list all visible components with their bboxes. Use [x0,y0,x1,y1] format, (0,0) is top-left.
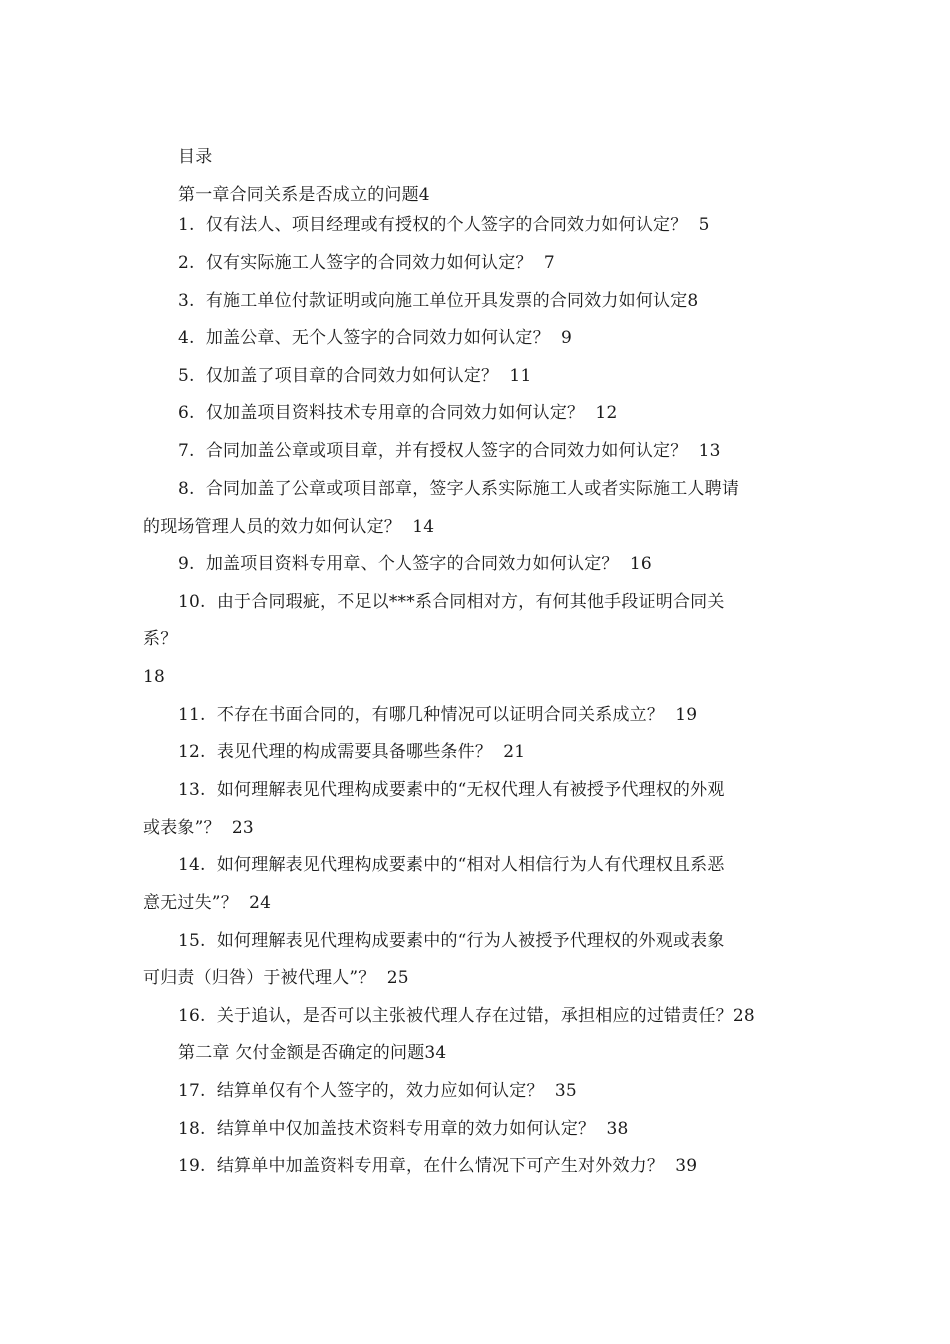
toc-entry-13-line-2: 或表象”？ 23 [143,818,254,838]
toc-entry-14-line-1: 14. 如何理解表见代理构成要素中的“相对人相信行为人有代理权且系恶 [178,855,725,875]
toc-entry-2: 2. 仅有实际施工人签字的合同效力如何认定？ 7 [178,253,555,273]
toc-entry-16: 16. 关于追认，是否可以主张被代理人存在过错，承担相应的过错责任？28 [178,1006,755,1026]
toc-title: 目录 [178,147,213,167]
toc-entry-7: 7. 合同加盖公章或项目章，并有授权人签字的合同效力如何认定？ 13 [178,441,721,461]
toc-entry-15-line-2: 可归责（归咎）于被代理人”？ 25 [143,968,409,988]
toc-entry-1: 1. 仅有法人、项目经理或有授权的个人签字的合同效力如何认定？ 5 [178,215,710,235]
toc-entry-18: 18. 结算单中仅加盖技术资料专用章的效力如何认定？ 38 [178,1119,629,1139]
toc-entry-14-line-2: 意无过失”？ 24 [143,893,272,913]
toc-entry-11: 11. 不存在书面合同的，有哪几种情况可以证明合同关系成立？ 19 [178,705,698,725]
toc-entry-19: 19. 结算单中加盖资料专用章，在什么情况下可产生对外效力？ 39 [178,1156,698,1176]
toc-entry-10-page: 18 [143,667,166,687]
toc-entry-8-line-2: 的现场管理人员的效力如何认定？ 14 [143,517,435,537]
toc-entry-9: 9. 加盖项目资料专用章、个人签字的合同效力如何认定？ 16 [178,554,652,574]
chapter-2-heading: 第二章 欠付金额是否确定的问题34 [178,1043,447,1063]
toc-entry-15-line-1: 15. 如何理解表见代理构成要素中的“行为人被授予代理权的外观或表象 [178,931,725,951]
toc-entry-6: 6. 仅加盖项目资料技术专用章的合同效力如何认定？ 12 [178,403,618,423]
toc-entry-3: 3. 有施工单位付款证明或向施工单位开具发票的合同效力如何认定8 [178,291,699,311]
toc-entry-4: 4. 加盖公章、无个人签字的合同效力如何认定？ 9 [178,328,573,348]
toc-entry-12: 12. 表见代理的构成需要具备哪些条件？ 21 [178,742,526,762]
toc-entry-5: 5. 仅加盖了项目章的合同效力如何认定？ 11 [178,366,532,386]
toc-entry-8-line-1: 8. 合同加盖了公章或项目部章，签字人系实际施工人或者实际施工人聘请 [178,479,740,499]
toc-entry-17: 17. 结算单仅有个人签字的，效力应如何认定？ 35 [178,1081,577,1101]
toc-entry-13-line-1: 13. 如何理解表见代理构成要素中的“无权代理人有被授予代理权的外观 [178,780,725,800]
toc-entry-10-line-2: 系？ [143,629,178,649]
chapter-1-heading: 第一章合同关系是否成立的问题4 [178,185,430,205]
toc-entry-10-line-1: 10. 由于合同瑕疵，不足以***系合同相对方，有何其他手段证明合同关 [178,592,725,612]
